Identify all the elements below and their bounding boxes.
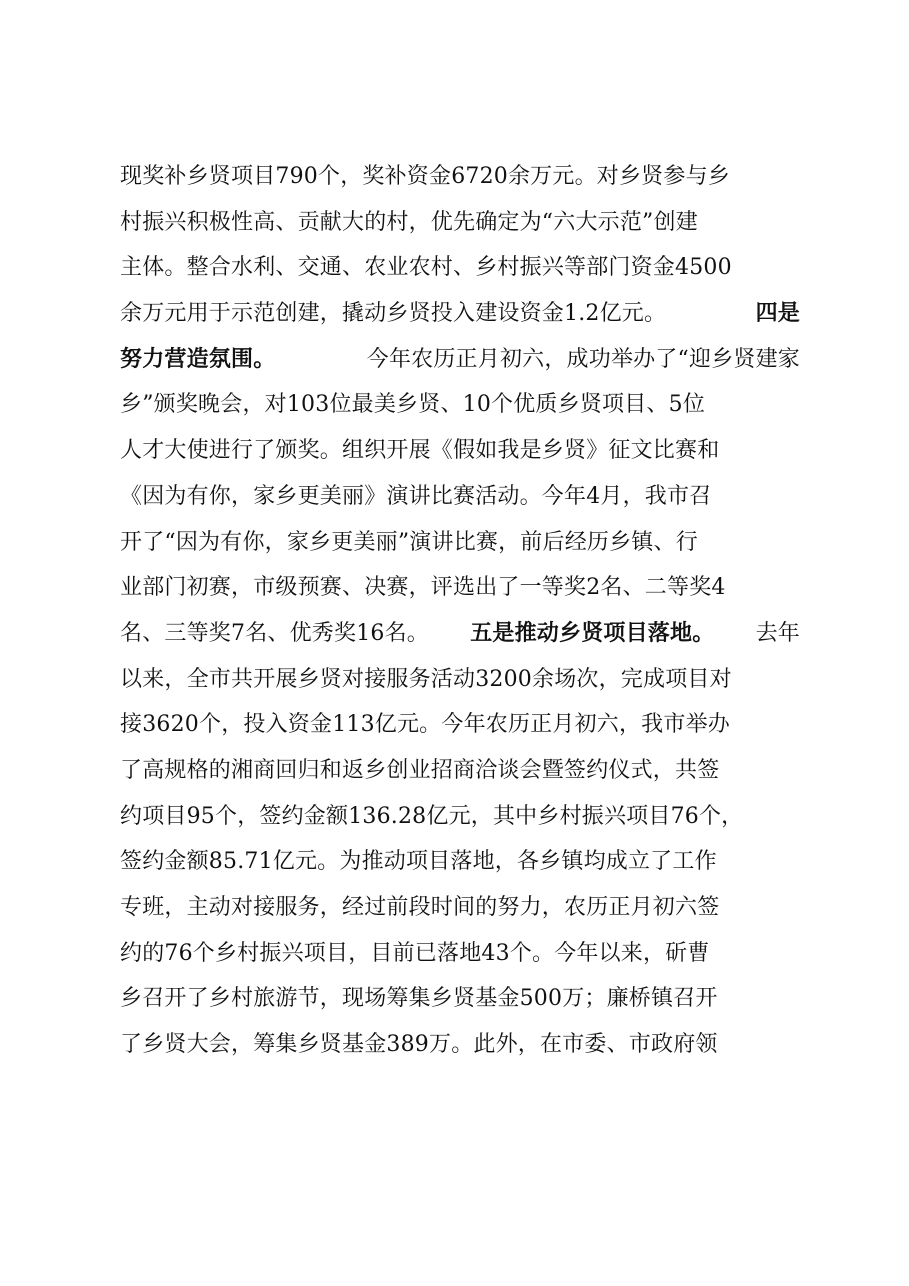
- text-line: [120, 931, 800, 977]
- text-line: [120, 748, 800, 794]
- line-text: 人才大使进行了颁奖。组织开展《假如我是乡贤》征文比赛和: [120, 438, 720, 464]
- line-text: 开了“因为有你，家乡更美丽”演讲比赛，前后经历乡镇、行: [120, 529, 698, 555]
- text-line: [120, 839, 800, 885]
- text-line: [120, 702, 800, 748]
- line-text: 约的76个乡村振兴项目，目前已落地43个。今年以来，斫曹: [120, 940, 710, 966]
- text-line: [120, 794, 800, 840]
- line-text: 乡”颁奖晚会，对103位最美乡贤、10个优质乡贤项目、5位: [120, 392, 706, 418]
- text-line: [120, 657, 800, 703]
- text-line: [120, 382, 800, 428]
- text-line: [120, 154, 800, 200]
- body-text: [120, 154, 800, 1068]
- bold-heading-text: 努力营造氛围。: [120, 345, 276, 372]
- line-text: 村振兴积极性高、贡献大的村，优先确定为“六大示范”创建: [120, 209, 698, 235]
- line-text: 专班，主动对接服务，经过前段时间的努力，农历正月初六签: [120, 895, 720, 920]
- text-line: [120, 200, 800, 246]
- line-text: 余万元用于示范创建，撬动乡贤投入建设资金1.2亿元。: [120, 301, 667, 327]
- text-line: [120, 474, 800, 520]
- line-text: 了乡贤大会，筹集乡贤基金389万。此外，在市委、市政府领: [120, 1032, 718, 1058]
- text-line: [120, 885, 800, 931]
- text-line: [120, 291, 800, 337]
- line-text: 去年: [755, 620, 800, 646]
- line-text: 主体。整合水利、交通、农业农村、乡村振兴等部门资金4500: [120, 255, 732, 281]
- line-text: 现奖补乡贤项目790个，奖补资金6720余万元。对乡贤参与乡: [120, 164, 730, 189]
- line-text: 乡召开了乡村旅游节，现场筹集乡贤基金500万；廉桥镇召开: [120, 986, 718, 1012]
- line-text: 以来，全市共开展乡贤对接服务活动3200余场次，完成项目对: [120, 666, 732, 692]
- line-text: 名、三等奖7名、优秀奖16名。: [120, 620, 429, 646]
- line-text: 约项目95个，签约金额136.28亿元，其中乡村振兴项目76个，: [120, 803, 744, 829]
- line-text: 《因为有你，家乡更美丽》演讲比赛活动。今年4月，我市召: [120, 483, 712, 509]
- line-text: 了高规格的湘商回归和返乡创业招商洽谈会暨签约仪式，共签: [120, 757, 720, 783]
- bold-heading-text: 四是: [755, 300, 800, 327]
- bold-heading-text: 五是推动乡贤项目落地。: [470, 619, 715, 646]
- text-line: [120, 565, 800, 611]
- text-line: [120, 611, 800, 657]
- text-line: [120, 976, 800, 1022]
- text-line: [120, 1022, 800, 1068]
- line-text: 业部门初赛，市级预赛、决赛，评选出了一等奖2名、二等奖4: [120, 575, 726, 601]
- text-line: [120, 337, 800, 383]
- text-line: [120, 428, 800, 474]
- text-line: [120, 520, 800, 566]
- line-text: 接3620个，投入资金113亿元。今年农历正月初六，我市举办: [120, 712, 730, 738]
- line-text: 今年农历正月初六，成功举办了“迎乡贤建家: [366, 346, 800, 372]
- text-line: [120, 245, 800, 291]
- line-text: 签约金额85.71亿元。为推动项目落地，各乡镇均成立了工作: [120, 849, 717, 875]
